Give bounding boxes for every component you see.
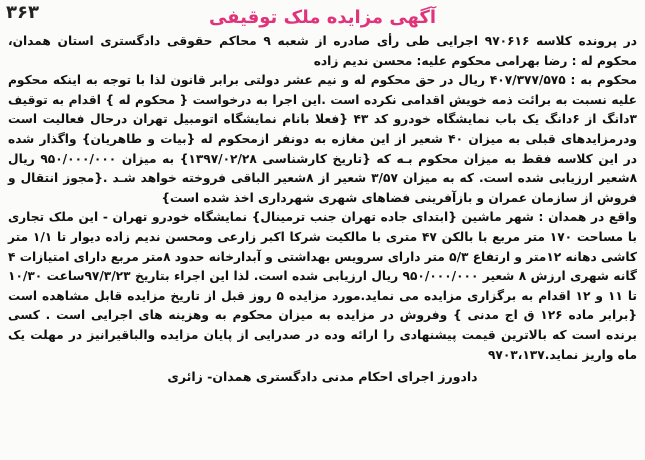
signature-line: دادورز اجرای احکام مدنی دادگستری همدان- زائری bbox=[167, 369, 478, 385]
paragraph-property: واقع در همدان : شهر ماشین {ابتدای جاده تهران جنب ترمینال} نمایشگاه خودرو تهران - این ملک تجاری با مساحت ۱۷۰ متر مربع با بالکن ۴۷ متری با مالکیت شرکا اکبر زارعی ومحسن ندیم زاده دیوار تا ۱/۱ متر کاشی دهانه ۱۲متر و ارتفاع ۵/۳ متر دارای سرویس بهداشتی و آبدارخانه حدود ۸متر مربع دارای امتیازات ۴ گانه شهری ارزش ۸ شعیر ۹۵۰/۰۰۰/۰۰۰ ریال ارزیابی شده است. لذا این اجراء بتاریخ ۹۷/۳/۲۳ساعت ۱۰/۳۰ تا ۱۱ و ۱۲ اقدام به برگزاری مزایده می نماید.مورد مزایده ۵ روز قبل از تاریخ مزایده قابل مشاهده است {برابر ماده ۱۲۶ ق اج مدنی } وفروش در مزایده به میزان محکوم به وهزینه های اجرایی است . کسی برنده است که بالاترین قیمت پیشنهادی را ارائه وده در صدرایی از پایان مزایده والباقیرانیز در مهلت یک ماه واریز نماید.۹۷۰۳،۱۳۷ bbox=[8, 210, 638, 362]
corner-number: ۳۶۳ bbox=[6, 2, 39, 23]
paragraph-judgment: محکوم به : ۴۰۷/۳۷۷/۵۷۵ ریال در حق محکوم له و نیم عشر دولتی برابر قانون لذا با توجه به اینکه محکوم علیه نسبت به برائت ذمه خویش اقدامی نکرده است .این اجرا به درخواست { محکوم له } اقدام به توقیف ۳دانگ از ۶دانگ یک باب نمایشگاه خودرو کد ۴۳ {فعلا بانام نمایشگاه اتومبیل تهران درحال فعالیت است ودرمزایدهای قبلی به میزان ۴۰ شعیر از این مغازه به دونفر ازمحکوم له {بیات و طاهریان} واگذار شده در این کلاسه فقط به میزان محکوم بـه که {تاریخ کارشناسی ۱۳۹۷/۰۲/۲۸} به میزان ۹۵۰/۰۰۰/۰۰۰ ریال ۸شعیر ارزیابی شده است. که به میزان ۳/۵۷ شعیر از ۸شعیر الباقی فروخته خواهد شـد .{مجوز انتقال و فروش از سازمان عمران و بازآفرینی فضاهای شهری شهرداری اخذ شده است} bbox=[8, 73, 638, 205]
paragraph-case: در پرونده کلاسه ۹۷۰۶۱۶ اجرایی طی رأی صادره از شعبه ۹ محاکم حقوقی دادگستری استان همدان، محکوم له : رضا بهرامی محکوم علیه: محسن ندیم زاده bbox=[8, 34, 637, 68]
notice-body bbox=[8, 32, 637, 365]
notice-title: آگهی مزایده ملک توقیفی bbox=[208, 7, 437, 28]
